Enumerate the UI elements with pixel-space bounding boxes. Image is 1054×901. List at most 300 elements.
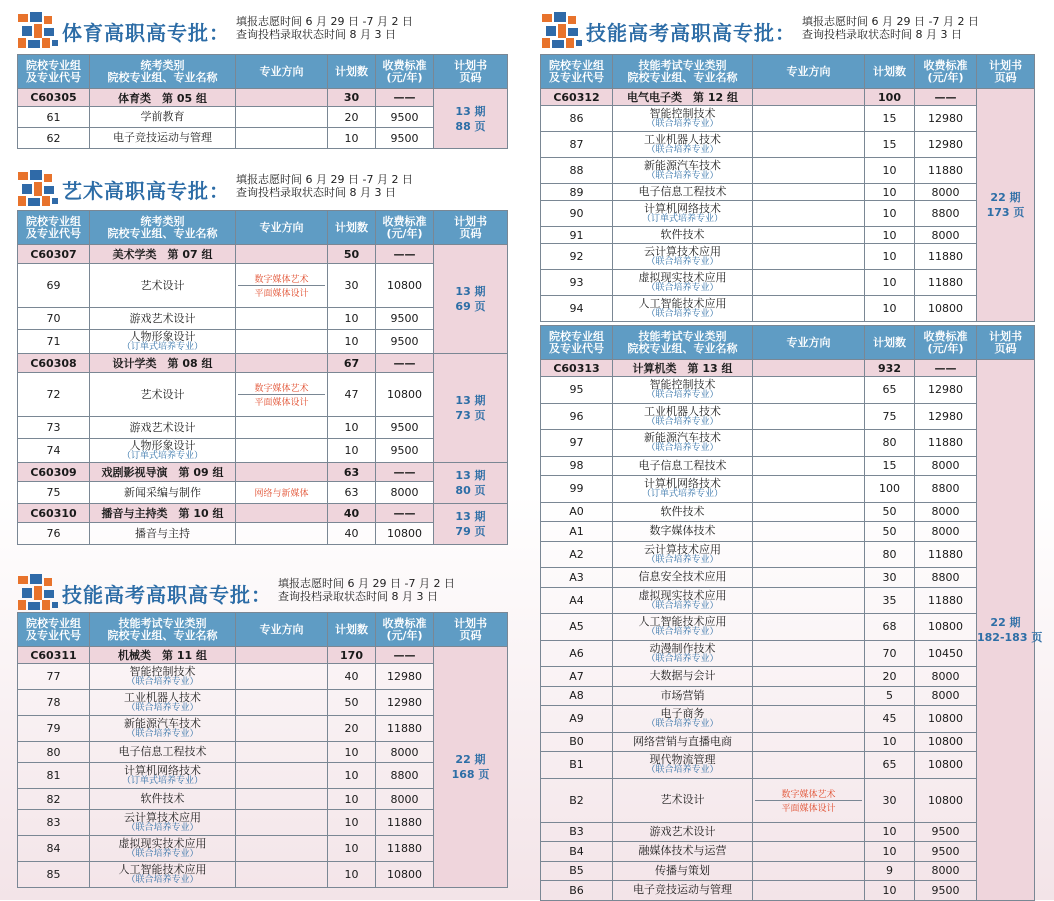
major-plan: 10 bbox=[328, 330, 376, 354]
major-name-cell bbox=[613, 640, 753, 667]
major-fee: 9500 bbox=[915, 822, 977, 842]
group-fee: —— bbox=[376, 463, 434, 482]
group-direction bbox=[236, 245, 328, 264]
major-note: （联合培养专业） bbox=[126, 849, 199, 859]
skill2-table bbox=[540, 54, 1035, 322]
direction-item: 数字媒体艺术 bbox=[254, 275, 309, 285]
group-fee: —— bbox=[376, 504, 434, 523]
column-header bbox=[376, 613, 434, 647]
table-row bbox=[541, 752, 1035, 779]
major-name-cell bbox=[613, 881, 753, 901]
major-note: （联合培养专业） bbox=[126, 875, 199, 885]
group-row bbox=[18, 647, 508, 664]
major-note: （联合培养专业） bbox=[126, 703, 199, 713]
group-code: C60311 bbox=[18, 647, 90, 664]
major-name: 现代物流管理 bbox=[649, 753, 716, 767]
column-header-line: 及专业代号 bbox=[549, 70, 604, 84]
major-direction bbox=[236, 763, 328, 789]
major-direction bbox=[236, 789, 328, 810]
table-row bbox=[541, 270, 1035, 296]
skill2-header bbox=[542, 12, 979, 50]
group-row bbox=[18, 89, 508, 107]
column-header bbox=[434, 55, 508, 89]
major-name-cell bbox=[613, 686, 753, 706]
major-code: 61 bbox=[18, 107, 90, 128]
table-row bbox=[541, 476, 1035, 503]
major-code: 83 bbox=[18, 810, 90, 836]
major-code: 76 bbox=[18, 523, 90, 545]
column-header-line: 院校专业组、专业名称 bbox=[107, 70, 218, 84]
major-direction bbox=[753, 667, 865, 687]
major-plan: 10 bbox=[865, 244, 915, 270]
column-header-line: 计划书 bbox=[454, 616, 487, 630]
direction-list bbox=[755, 787, 862, 814]
major-plan: 10 bbox=[865, 296, 915, 322]
major-name-cell bbox=[613, 778, 753, 822]
table-header-row bbox=[541, 55, 1035, 89]
major-fee: 8000 bbox=[915, 227, 977, 244]
page-ref-cell bbox=[434, 245, 508, 354]
table-header-row bbox=[541, 326, 1035, 360]
major-name: 软件技术 bbox=[140, 792, 185, 805]
major-fee: 10800 bbox=[376, 373, 434, 417]
table-row bbox=[541, 184, 1035, 201]
column-header bbox=[328, 613, 376, 647]
major-name-cell bbox=[613, 377, 753, 404]
group-row bbox=[541, 89, 1035, 106]
major-name: 人工智能技术应用 bbox=[638, 297, 727, 310]
group-name: 播音与主持类 第 10 组 bbox=[90, 504, 236, 523]
group-fee: —— bbox=[376, 647, 434, 664]
major-code: 77 bbox=[18, 664, 90, 690]
major-plan: 10 bbox=[328, 810, 376, 836]
major-fee: 9500 bbox=[376, 439, 434, 463]
major-name: 网络营销与直播电商 bbox=[633, 734, 732, 748]
column-header-line: 页码 bbox=[459, 70, 482, 84]
major-name: 电子信息工程技术 bbox=[118, 745, 207, 758]
table-row bbox=[541, 296, 1035, 322]
group-name: 体育类 第 05 组 bbox=[90, 89, 236, 107]
major-direction bbox=[236, 810, 328, 836]
major-name: 计算机网络技术 bbox=[124, 764, 201, 777]
major-plan: 30 bbox=[865, 778, 915, 822]
table-row bbox=[541, 244, 1035, 270]
major-name-cell bbox=[90, 417, 236, 439]
major-name-cell bbox=[90, 107, 236, 128]
art-table bbox=[17, 210, 508, 545]
major-plan: 5 bbox=[865, 686, 915, 706]
major-name-cell bbox=[90, 836, 236, 862]
major-code: 92 bbox=[541, 244, 613, 270]
column-header-line: 计划数 bbox=[873, 335, 906, 349]
group-name: 机械类 第 11 组 bbox=[90, 647, 236, 664]
major-direction bbox=[753, 456, 865, 476]
major-fee: 9500 bbox=[376, 330, 434, 354]
skill3-table bbox=[540, 325, 1043, 901]
column-header-line: 院校专业组、专业名称 bbox=[107, 628, 218, 642]
major-name-cell bbox=[613, 476, 753, 503]
major-direction bbox=[753, 430, 865, 457]
major-fee: 9500 bbox=[376, 417, 434, 439]
table-row bbox=[541, 881, 1035, 901]
table-row bbox=[541, 822, 1035, 842]
major-name: 电子信息工程技术 bbox=[638, 458, 727, 472]
major-fee: 11880 bbox=[915, 158, 977, 184]
column-header-line: 院校专业组 bbox=[26, 58, 81, 72]
major-code: 98 bbox=[541, 456, 613, 476]
major-name: 智能控制技术 bbox=[649, 378, 716, 392]
major-name: 新闻采编与制作 bbox=[124, 485, 201, 499]
table-row bbox=[541, 640, 1035, 667]
major-name-cell bbox=[613, 158, 753, 184]
table-row bbox=[541, 227, 1035, 244]
major-name: 虚拟现实技术应用 bbox=[638, 588, 727, 602]
column-header bbox=[18, 55, 90, 89]
major-name: 新能源汽车技术 bbox=[644, 431, 721, 445]
major-name: 传播与策划 bbox=[655, 863, 710, 877]
major-direction bbox=[236, 862, 328, 888]
major-code: A2 bbox=[541, 541, 613, 568]
group-plan: 63 bbox=[328, 463, 376, 482]
major-name-cell bbox=[90, 862, 236, 888]
column-header-line: 及专业代号 bbox=[26, 628, 81, 642]
page-ref-line: 79 页 bbox=[455, 525, 486, 538]
major-plan: 68 bbox=[865, 614, 915, 641]
major-name-cell bbox=[90, 716, 236, 742]
major-code: 86 bbox=[541, 106, 613, 132]
major-code: A4 bbox=[541, 587, 613, 614]
major-plan: 45 bbox=[865, 706, 915, 733]
major-name: 播音与主持 bbox=[135, 526, 190, 540]
major-fee: 11880 bbox=[376, 836, 434, 862]
major-name: 游戏艺术设计 bbox=[129, 311, 196, 325]
table-row bbox=[541, 732, 1035, 752]
major-fee: 9500 bbox=[915, 881, 977, 901]
major-plan: 75 bbox=[865, 403, 915, 430]
page-ref-line: 168 页 bbox=[451, 768, 490, 781]
column-header-line: 页码 bbox=[459, 226, 482, 240]
major-name-cell bbox=[90, 373, 236, 417]
major-name: 智能控制技术 bbox=[649, 107, 716, 120]
direction-item: 平面媒体设计 bbox=[755, 800, 862, 814]
major-note: （联合培养专业） bbox=[126, 677, 199, 687]
major-direction bbox=[236, 742, 328, 763]
column-header-line: 专业方向 bbox=[786, 64, 831, 78]
major-name: 大数据与会计 bbox=[649, 669, 716, 683]
page-ref-line: 182-183 页 bbox=[977, 630, 1043, 644]
column-header bbox=[541, 55, 613, 89]
major-plan: 65 bbox=[865, 377, 915, 404]
table-row bbox=[541, 667, 1035, 687]
major-code: 85 bbox=[18, 862, 90, 888]
column-header-line: 院校专业组、专业名称 bbox=[627, 70, 738, 84]
major-note: （联合培养专业） bbox=[646, 416, 719, 427]
group-direction bbox=[236, 354, 328, 373]
college-logo-icon bbox=[18, 12, 62, 50]
major-note: （联合培养专业） bbox=[646, 765, 719, 776]
major-direction bbox=[753, 752, 865, 779]
major-fee: 10800 bbox=[376, 523, 434, 545]
major-note: （联合培养专业） bbox=[126, 823, 199, 833]
major-note: （联合培养专业） bbox=[646, 145, 719, 155]
major-code: B5 bbox=[541, 861, 613, 881]
major-direction bbox=[753, 706, 865, 733]
major-note: （订单式培养专业） bbox=[121, 776, 203, 786]
major-name-cell bbox=[613, 456, 753, 476]
major-name-cell bbox=[90, 264, 236, 308]
column-header-line: 院校专业组、专业名称 bbox=[107, 226, 218, 240]
major-plan: 10 bbox=[865, 732, 915, 752]
section-dates: 填报志愿时间 6 月 29 日 -7 月 2 日 查询投档录取状态时间 8 月 3 日 bbox=[236, 15, 413, 41]
group-plan: 170 bbox=[328, 647, 376, 664]
major-direction bbox=[753, 587, 865, 614]
page-ref-line: 13 期 bbox=[455, 285, 486, 298]
major-plan: 10 bbox=[865, 158, 915, 184]
major-plan: 10 bbox=[328, 128, 376, 149]
major-fee: 8800 bbox=[915, 568, 977, 588]
major-fee: 10800 bbox=[915, 778, 977, 822]
major-plan: 40 bbox=[328, 664, 376, 690]
major-direction bbox=[753, 476, 865, 503]
major-name-cell bbox=[90, 128, 236, 149]
major-code: A6 bbox=[541, 640, 613, 667]
direction-item: 数字媒体艺术 bbox=[254, 384, 309, 394]
column-header-line: 及专业代号 bbox=[26, 70, 81, 84]
major-fee: 11880 bbox=[915, 430, 977, 457]
major-name: 电子竞技运动与管理 bbox=[113, 131, 212, 144]
major-name-cell bbox=[90, 742, 236, 763]
major-name-cell bbox=[90, 810, 236, 836]
page-ref-line: 13 期 bbox=[455, 394, 486, 407]
major-plan: 10 bbox=[865, 881, 915, 901]
major-plan: 30 bbox=[865, 568, 915, 588]
major-name: 工业机器人技术 bbox=[644, 404, 721, 418]
art-header bbox=[18, 170, 413, 208]
major-code: 71 bbox=[18, 330, 90, 354]
major-direction bbox=[753, 822, 865, 842]
major-fee: 9500 bbox=[376, 308, 434, 330]
major-name-cell bbox=[613, 132, 753, 158]
column-header-line: 计划书 bbox=[989, 58, 1022, 72]
major-code: 79 bbox=[18, 716, 90, 742]
table-row bbox=[541, 522, 1035, 542]
table-row bbox=[541, 106, 1035, 132]
group-code: C60309 bbox=[18, 463, 90, 482]
major-fee: 9500 bbox=[376, 107, 434, 128]
table-row bbox=[541, 686, 1035, 706]
page-ref-line: 22 期 bbox=[990, 615, 1021, 629]
major-direction bbox=[753, 614, 865, 641]
page-ref-line: 13 期 bbox=[455, 469, 486, 482]
major-name: 工业机器人技术 bbox=[124, 691, 201, 704]
major-direction bbox=[753, 106, 865, 132]
major-code: 89 bbox=[541, 184, 613, 201]
group-code: C60307 bbox=[18, 245, 90, 264]
major-note: （联合培养专业） bbox=[646, 443, 719, 454]
major-code: 90 bbox=[541, 201, 613, 227]
major-plan: 10 bbox=[328, 742, 376, 763]
major-name-cell bbox=[613, 587, 753, 614]
column-header-line: 专业方向 bbox=[259, 220, 304, 234]
column-header-line: (元/年) bbox=[386, 628, 423, 642]
column-header-line: 计划数 bbox=[335, 220, 368, 234]
column-header bbox=[753, 55, 865, 89]
column-header bbox=[18, 211, 90, 245]
group-direction bbox=[753, 89, 865, 106]
college-logo-icon bbox=[18, 170, 62, 208]
group-plan: 932 bbox=[865, 360, 915, 377]
group-plan: 40 bbox=[328, 504, 376, 523]
major-name-cell bbox=[90, 664, 236, 690]
table-row bbox=[541, 502, 1035, 522]
major-direction bbox=[753, 270, 865, 296]
major-plan: 10 bbox=[865, 270, 915, 296]
major-note: （订单式培养专业） bbox=[641, 214, 723, 224]
major-plan: 65 bbox=[865, 752, 915, 779]
major-plan: 15 bbox=[865, 132, 915, 158]
column-header-line: 统考类别 bbox=[140, 214, 185, 228]
major-direction bbox=[753, 541, 865, 568]
major-direction bbox=[753, 522, 865, 542]
column-header bbox=[90, 613, 236, 647]
major-direction bbox=[753, 568, 865, 588]
direction-list bbox=[238, 272, 325, 299]
major-name-cell bbox=[90, 523, 236, 545]
major-direction bbox=[753, 686, 865, 706]
major-fee: 11880 bbox=[915, 270, 977, 296]
major-code: A1 bbox=[541, 522, 613, 542]
major-name: 云计算技术应用 bbox=[644, 245, 721, 258]
column-header-line: 院校专业组 bbox=[26, 616, 81, 630]
major-code: 70 bbox=[18, 308, 90, 330]
major-name: 学前教育 bbox=[140, 110, 185, 123]
major-plan: 20 bbox=[865, 667, 915, 687]
major-name-cell bbox=[613, 201, 753, 227]
major-code: 87 bbox=[541, 132, 613, 158]
major-name: 新能源汽车技术 bbox=[644, 159, 721, 172]
major-direction bbox=[236, 417, 328, 439]
major-fee: 11880 bbox=[915, 541, 977, 568]
major-fee: 10800 bbox=[915, 614, 977, 641]
major-fee: 9500 bbox=[915, 842, 977, 862]
major-name: 新能源汽车技术 bbox=[124, 717, 201, 730]
major-plan: 50 bbox=[865, 522, 915, 542]
major-plan: 10 bbox=[328, 308, 376, 330]
column-header bbox=[434, 613, 508, 647]
direction-item: 平面媒体设计 bbox=[238, 285, 325, 299]
major-fee: 11880 bbox=[915, 244, 977, 270]
major-code: B3 bbox=[541, 822, 613, 842]
column-header bbox=[376, 55, 434, 89]
table-row bbox=[541, 201, 1035, 227]
college-logo-icon bbox=[542, 12, 586, 50]
major-direction bbox=[753, 502, 865, 522]
group-code: C60313 bbox=[541, 360, 613, 377]
major-code: B4 bbox=[541, 842, 613, 862]
major-code: 62 bbox=[18, 128, 90, 149]
page-ref-cell bbox=[434, 504, 508, 545]
column-header-line: 专业方向 bbox=[786, 335, 831, 349]
major-code: B2 bbox=[541, 778, 613, 822]
major-fee: 12980 bbox=[376, 664, 434, 690]
column-header bbox=[915, 55, 977, 89]
major-code: B1 bbox=[541, 752, 613, 779]
major-plan: 10 bbox=[865, 822, 915, 842]
group-name: 电气电子类 第 12 组 bbox=[613, 89, 753, 106]
major-name: 游戏艺术设计 bbox=[129, 420, 196, 434]
group-fee: —— bbox=[376, 354, 434, 373]
major-plan: 80 bbox=[865, 430, 915, 457]
table-header-row bbox=[18, 55, 508, 89]
major-name: 计算机网络技术 bbox=[644, 202, 721, 215]
column-header-line: 院校专业组、专业名称 bbox=[627, 341, 738, 355]
table-row bbox=[541, 456, 1035, 476]
column-header-line: 计划数 bbox=[335, 622, 368, 636]
column-header bbox=[328, 211, 376, 245]
major-direction bbox=[753, 377, 865, 404]
major-name-cell bbox=[613, 403, 753, 430]
column-header-line: 收费标准 bbox=[382, 58, 427, 72]
major-fee: 8000 bbox=[915, 502, 977, 522]
major-direction bbox=[236, 523, 328, 545]
major-fee: 11880 bbox=[376, 810, 434, 836]
major-name-cell bbox=[613, 184, 753, 201]
major-name: 软件技术 bbox=[660, 228, 705, 241]
major-name: 软件技术 bbox=[660, 504, 705, 518]
major-fee: 8800 bbox=[376, 763, 434, 789]
major-name: 电子信息工程技术 bbox=[638, 185, 727, 198]
column-header bbox=[376, 211, 434, 245]
major-direction bbox=[236, 107, 328, 128]
major-name-cell bbox=[613, 732, 753, 752]
major-code: 75 bbox=[18, 482, 90, 504]
major-fee: 8800 bbox=[915, 476, 977, 503]
major-direction bbox=[753, 132, 865, 158]
major-fee: 8000 bbox=[915, 522, 977, 542]
major-fee: 8000 bbox=[376, 742, 434, 763]
group-fee: —— bbox=[376, 245, 434, 264]
column-header-line: 计划数 bbox=[335, 64, 368, 78]
major-code: B6 bbox=[541, 881, 613, 901]
major-name-cell bbox=[613, 842, 753, 862]
table-header-row bbox=[18, 211, 508, 245]
major-code: 80 bbox=[18, 742, 90, 763]
major-name: 计算机网络技术 bbox=[644, 477, 721, 491]
major-name: 电子商务 bbox=[660, 707, 705, 721]
major-name-cell bbox=[613, 706, 753, 733]
section-title: 技能高考高职高专批： bbox=[586, 21, 796, 45]
major-name: 虚拟现实技术应用 bbox=[118, 837, 207, 850]
major-fee: 10800 bbox=[915, 296, 977, 322]
section-title: 技能高考高职高专批： bbox=[62, 583, 272, 607]
major-code: 72 bbox=[18, 373, 90, 417]
group-row bbox=[541, 360, 1035, 377]
major-fee: 8000 bbox=[376, 482, 434, 504]
table-row bbox=[541, 377, 1035, 404]
major-direction bbox=[236, 128, 328, 149]
table-row bbox=[541, 568, 1035, 588]
group-code: C60308 bbox=[18, 354, 90, 373]
skill1-table bbox=[17, 612, 508, 888]
major-fee: 8000 bbox=[915, 667, 977, 687]
major-plan: 15 bbox=[865, 456, 915, 476]
page-ref-cell bbox=[434, 463, 508, 504]
column-header bbox=[613, 55, 753, 89]
major-code: A8 bbox=[541, 686, 613, 706]
table-row bbox=[541, 706, 1035, 733]
major-plan: 10 bbox=[865, 201, 915, 227]
major-direction bbox=[236, 439, 328, 463]
